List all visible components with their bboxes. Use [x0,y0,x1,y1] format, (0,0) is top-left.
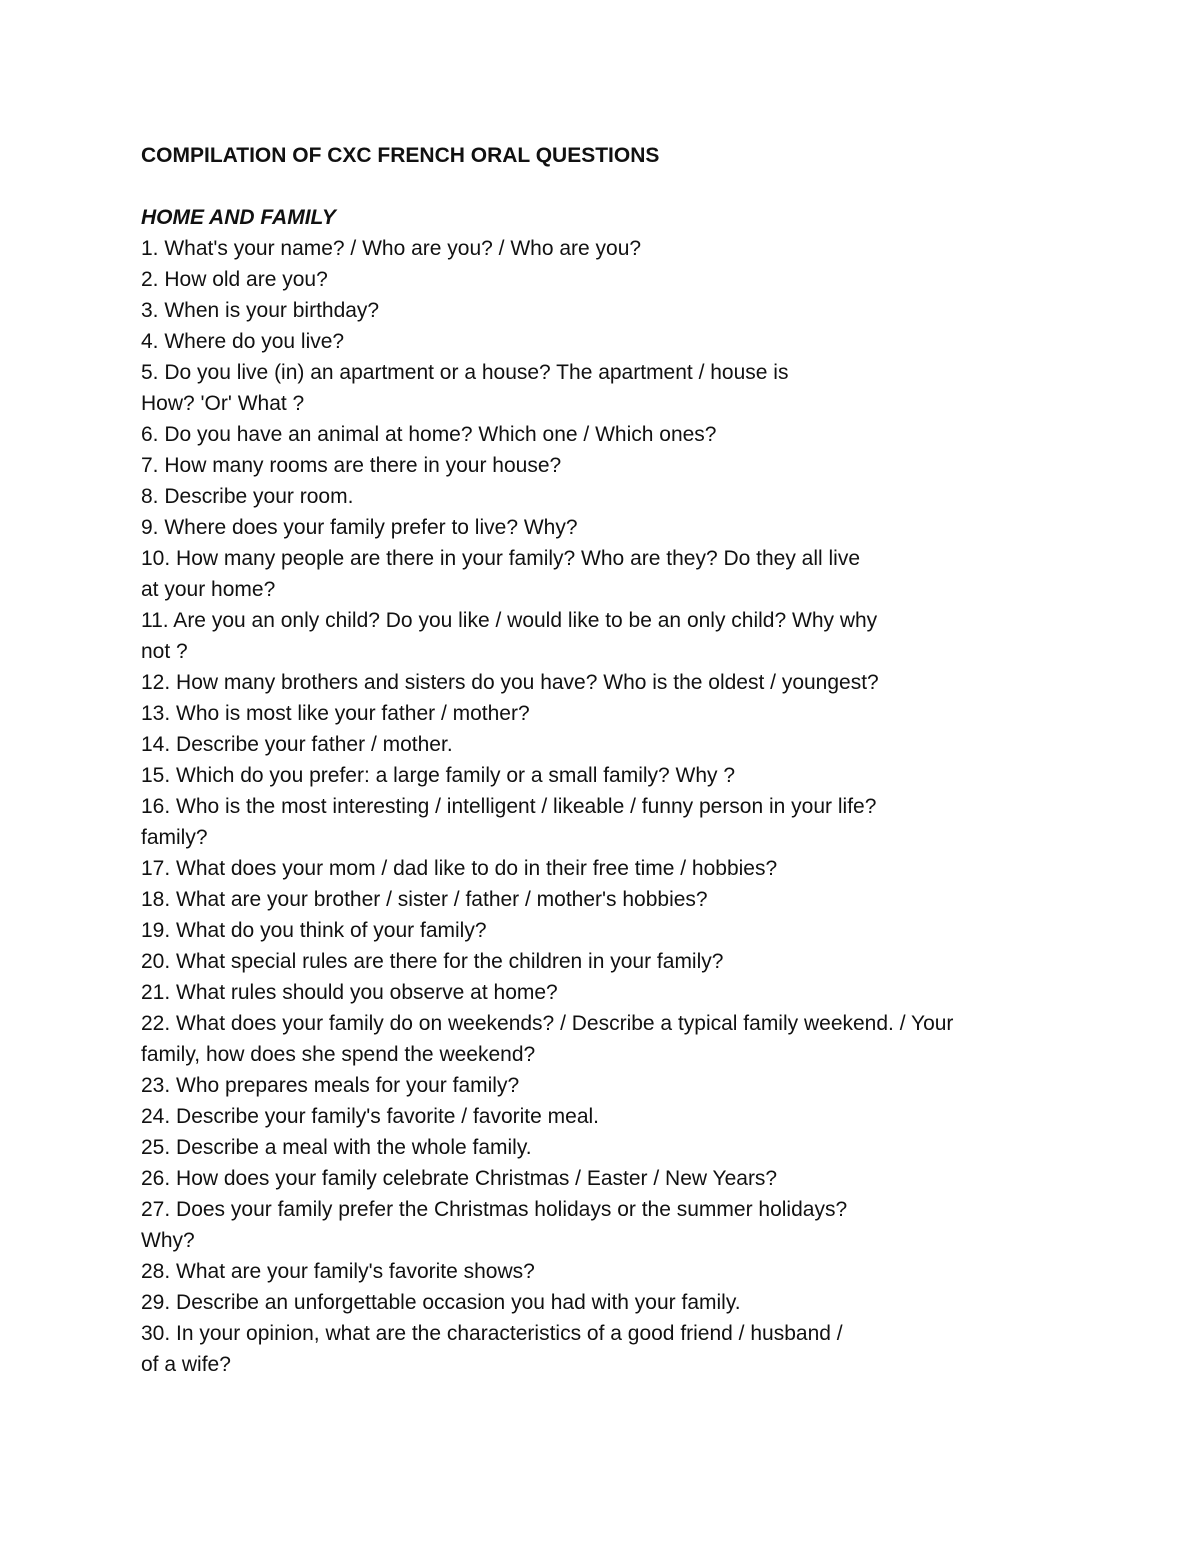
question-line: 24. Describe your family's favorite / favorite meal. [141,1105,600,1128]
question-line: 13. Who is most like your father / mother? [141,702,530,725]
question-line: 27. Does your family prefer the Christmas holidays or the summer holidays? [141,1198,848,1221]
question-line: 11. Are you an only child? Do you like / would like to be an only child? Why why [141,609,878,632]
question-line: family, how does she spend the weekend? [141,1043,536,1066]
question-line: 7. How many rooms are there in your house? [141,454,562,477]
question-line: 19. What do you think of your family? [141,919,487,942]
question-line: at your home? [141,578,276,601]
question-line: 5. Do you live (in) an apartment or a house? The apartment / house is [141,361,789,384]
section-heading: HOME AND FAMILY [141,206,336,229]
question-line: 9. Where does your family prefer to live? Why? [141,516,578,539]
question-line: 23. Who prepares meals for your family? [141,1074,520,1097]
document-page [141,140,1101,1380]
question-line: How? 'Or' What ? [141,392,305,415]
question-line: 25. Describe a meal with the whole family. [141,1136,532,1159]
question-line: 2. How old are you? [141,268,328,291]
question-line: 6. Do you have an animal at home? Which one / Which ones? [141,423,717,446]
question-line: 4. Where do you live? [141,330,345,353]
question-line: 3. When is your birthday? [141,299,380,322]
question-list [141,233,1101,1380]
question-line: 22. What does your family do on weekends? / Describe a typical family weekend. / Your [141,1012,954,1035]
question-line: 10. How many people are there in your family? Who are they? Do they all live [141,547,861,570]
question-line: family? [141,826,208,849]
question-line: 1. What's your name? / Who are you? / Who are you? [141,237,642,260]
question-line: 17. What does your mom / dad like to do in their free time / hobbies? [141,857,778,880]
question-line: 29. Describe an unforgettable occasion you had with your family. [141,1291,741,1314]
question-line: 30. In your opinion, what are the characteristics of a good friend / husband / [141,1322,843,1345]
question-line: of a wife? [141,1353,231,1376]
question-line: 15. Which do you prefer: a large family or a small family? Why ? [141,764,736,787]
question-line: 28. What are your family's favorite shows? [141,1260,535,1283]
question-line: 21. What rules should you observe at home? [141,981,558,1004]
question-line: 26. How does your family celebrate Christmas / Easter / New Years? [141,1167,778,1190]
question-line: 12. How many brothers and sisters do you have? Who is the oldest / youngest? [141,671,879,694]
question-line: 8. Describe your room. [141,485,354,508]
question-line: 14. Describe your father / mother. [141,733,453,756]
question-line: Why? [141,1229,195,1252]
question-line: 16. Who is the most interesting / intelligent / likeable / funny person in your life? [141,795,877,818]
question-line: not ? [141,640,188,663]
document-title: COMPILATION OF CXC FRENCH ORAL QUESTIONS [141,144,660,167]
question-line: 18. What are your brother / sister / father / mother's hobbies? [141,888,708,911]
question-line: 20. What special rules are there for the children in your family? [141,950,724,973]
